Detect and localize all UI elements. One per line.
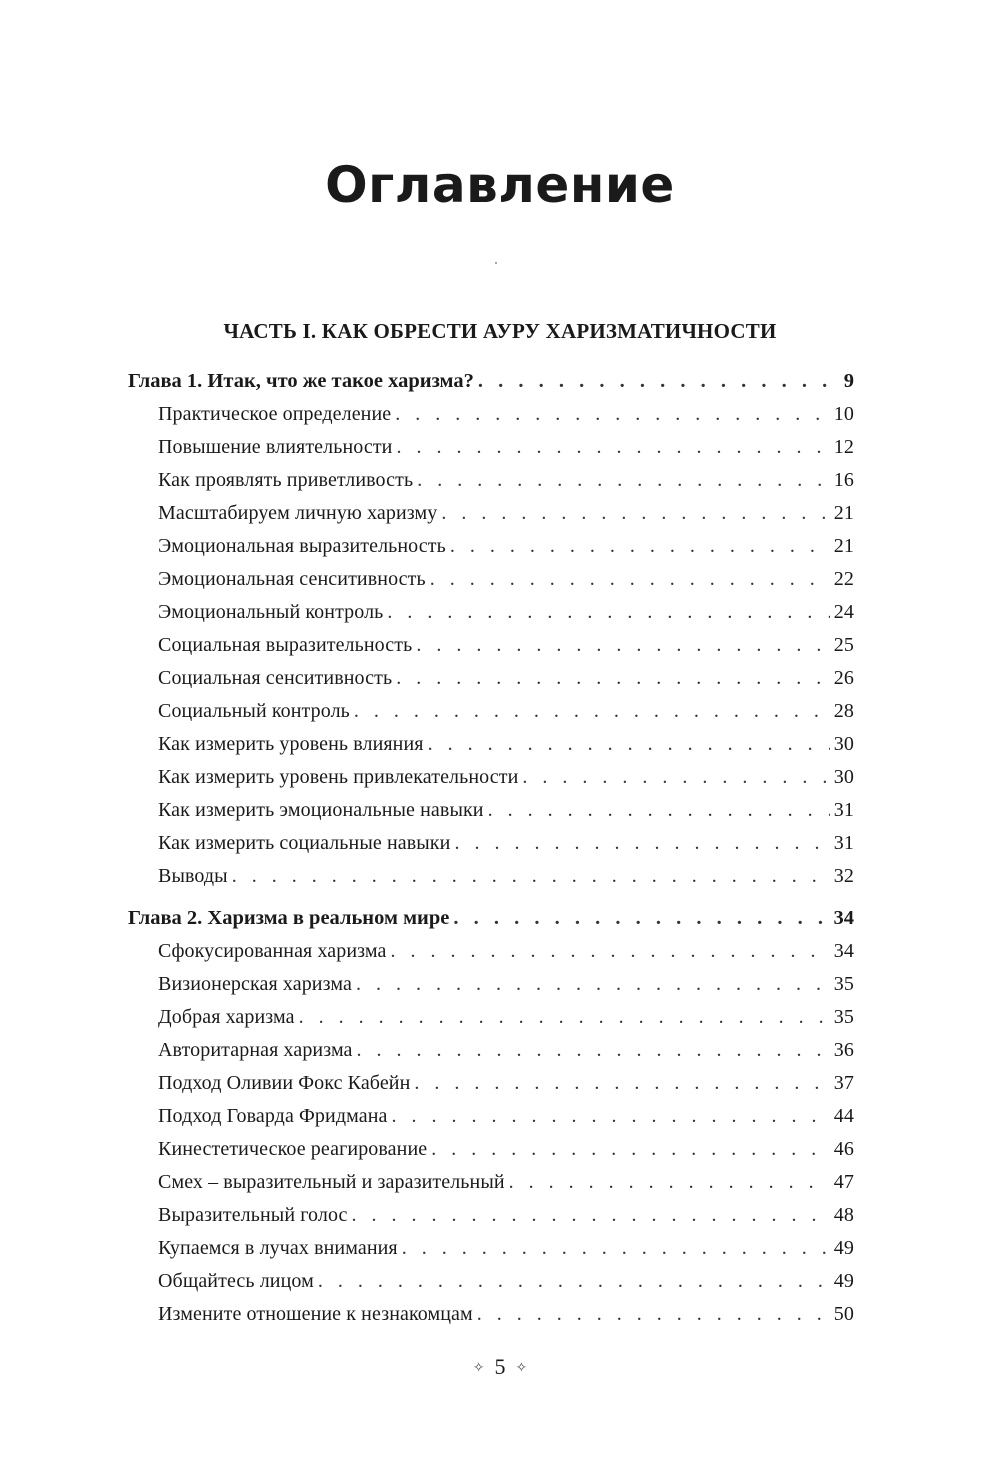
toc-section[interactable]	[158, 692, 854, 725]
toc-section-label: Как измерить социальные навыки	[158, 832, 451, 854]
dot-leader	[392, 1102, 830, 1130]
toc-section[interactable]	[158, 593, 854, 626]
toc-chapter-2[interactable]	[128, 899, 854, 932]
toc-section-label: Визионерская харизма	[158, 973, 352, 995]
dot-leader	[478, 367, 840, 395]
toc-section[interactable]	[158, 758, 854, 791]
toc-page-number: 25	[833, 634, 854, 656]
toc-section-label: Сфокусированная харизма	[158, 940, 387, 962]
toc-section-label: Эмоциональная сенситивность	[158, 568, 426, 590]
dot-leader	[397, 433, 830, 461]
toc-section[interactable]	[158, 791, 854, 824]
toc-section-label: Измените отношение к незнакомцам	[158, 1303, 473, 1325]
toc-page-number: 49	[833, 1237, 854, 1259]
dot-leader	[414, 1069, 829, 1097]
toc-page-number: 35	[833, 973, 854, 995]
toc-section[interactable]	[158, 1064, 854, 1097]
toc-section-label: Социальный контроль	[158, 700, 350, 722]
toc-section[interactable]	[158, 857, 854, 890]
toc-section-label: Подход Оливии Фокс Кабейн	[158, 1072, 411, 1094]
toc-page-number: 30	[833, 766, 854, 788]
toc-section[interactable]	[158, 1262, 854, 1295]
toc-page-number: 12	[833, 436, 854, 458]
dot-leader	[395, 400, 830, 428]
toc-section-label: Добрая харизма	[158, 1006, 295, 1028]
toc-section-label: Смех – выразительный и заразительный	[158, 1171, 505, 1193]
toc-section-label: Как измерить уровень влияния	[158, 733, 424, 755]
toc-page-number: 21	[833, 502, 854, 524]
toc-page-number: 28	[833, 700, 854, 722]
toc-page-number: 32	[833, 865, 854, 887]
ornament-right-icon: ✧	[515, 1360, 528, 1376]
toc-page-number: 10	[833, 403, 854, 425]
toc-page-number: 36	[833, 1039, 854, 1061]
dot-leader	[417, 466, 830, 494]
toc-page-number: 47	[833, 1171, 854, 1193]
toc-section[interactable]	[158, 494, 854, 527]
toc-section-label: Как проявлять приветливость	[158, 469, 414, 491]
toc-page-number: 26	[833, 667, 854, 689]
dot-leader	[441, 499, 829, 527]
toc-section-label: Масштабируем личную харизму	[158, 502, 438, 524]
toc-section-label: Социальная выразительность	[158, 634, 413, 656]
toc-page-number: 37	[833, 1072, 854, 1094]
page-number: 5	[494, 1354, 506, 1379]
toc-section-label: Как измерить эмоциональные навыки	[158, 799, 484, 821]
toc-chapter-label: Глава 2. Харизма в реальном мире	[128, 907, 450, 929]
toc-section[interactable]	[158, 1229, 854, 1262]
toc-page-number: 9	[843, 370, 854, 392]
toc-page-number: 34	[833, 907, 854, 929]
toc-section-label: Подход Говарда Фридмана	[158, 1105, 388, 1127]
dot-leader	[488, 796, 830, 824]
toc-section-label: Общайтесь лицом	[158, 1270, 314, 1292]
dot-leader	[450, 532, 830, 560]
toc-section[interactable]	[158, 1031, 854, 1064]
toc-page-number: 34	[833, 940, 854, 962]
dot-leader	[416, 631, 829, 659]
toc-section[interactable]	[158, 824, 854, 857]
toc-page-number: 22	[833, 568, 854, 590]
toc-section-label: Эмоциональный контроль	[158, 601, 384, 623]
toc-section-label: Купаемся в лучах внимания	[158, 1237, 398, 1259]
dot-leader	[299, 1003, 830, 1031]
toc-section[interactable]	[158, 461, 854, 494]
toc-section[interactable]	[158, 1130, 854, 1163]
toc-section[interactable]	[158, 932, 854, 965]
toc-page-number: 31	[833, 799, 854, 821]
toc-page-number: 46	[833, 1138, 854, 1160]
toc-section-label: Как измерить уровень привлекательности	[158, 766, 519, 788]
toc-page-number: 44	[833, 1105, 854, 1127]
toc-section[interactable]	[158, 1163, 854, 1196]
toc-section-label: Кинестетическое реагирование	[158, 1138, 428, 1160]
ornament-left-icon: ✧	[472, 1360, 485, 1376]
dot-leader	[318, 1267, 830, 1295]
dot-leader	[477, 1300, 830, 1328]
dot-leader	[356, 970, 830, 998]
page-title: Оглавление	[325, 156, 675, 214]
toc-section-label: Социальная сенситивность	[158, 667, 393, 689]
toc-section-label: Повышение влиятельности	[158, 436, 393, 458]
dot-leader	[453, 904, 829, 932]
toc-section-label: Авторитарная харизма	[158, 1039, 353, 1061]
toc-section[interactable]	[158, 527, 854, 560]
dot-leader	[430, 565, 830, 593]
dot-leader	[232, 862, 830, 890]
dot-leader	[522, 763, 829, 791]
toc-section[interactable]	[158, 1196, 854, 1229]
toc-chapter-1[interactable]	[128, 362, 854, 395]
part-heading: ЧАСТЬ I. КАК ОБРЕСТИ АУРУ ХАРИЗМАТИЧНОСТИ	[223, 319, 777, 343]
toc-page-number: 48	[833, 1204, 854, 1226]
dot-leader	[354, 697, 830, 725]
toc-chapter-label: Глава 1. Итак, что же такое харизма?	[128, 370, 474, 392]
dot-leader	[402, 1234, 830, 1262]
toc-page-number: 24	[833, 601, 854, 623]
toc-section-label: Выразительный голос	[158, 1204, 348, 1226]
toc-page-number: 49	[833, 1270, 854, 1292]
toc-section[interactable]	[158, 725, 854, 758]
toc-page-number: 35	[833, 1006, 854, 1028]
toc-section-label: Эмоциональная выразительность	[158, 535, 446, 557]
dot-leader	[357, 1036, 830, 1064]
print-speck	[495, 262, 497, 264]
dot-leader	[431, 1135, 830, 1163]
toc-section[interactable]	[158, 395, 854, 428]
dot-leader	[428, 730, 830, 758]
toc-section[interactable]	[158, 626, 854, 659]
toc-page-number: 30	[833, 733, 854, 755]
toc-page-number: 50	[833, 1303, 854, 1325]
dot-leader	[396, 664, 830, 692]
toc-section[interactable]	[158, 1097, 854, 1130]
toc-section[interactable]	[158, 659, 854, 692]
toc-page-number: 31	[833, 832, 854, 854]
dot-leader	[509, 1168, 830, 1196]
dot-leader	[390, 937, 829, 965]
toc-section[interactable]	[158, 560, 854, 593]
toc-section-label: Выводы	[158, 865, 228, 887]
toc-section[interactable]	[158, 998, 854, 1031]
toc-page-number: 16	[833, 469, 854, 491]
toc-section[interactable]	[158, 1295, 854, 1328]
dot-leader	[387, 598, 829, 626]
page-footer	[0, 1352, 1000, 1384]
toc-section[interactable]	[158, 965, 854, 998]
toc-section[interactable]	[158, 428, 854, 461]
toc-page-number: 21	[833, 535, 854, 557]
dot-leader	[454, 829, 829, 857]
dot-leader	[352, 1201, 830, 1229]
toc-section-label: Практическое определение	[158, 403, 392, 425]
